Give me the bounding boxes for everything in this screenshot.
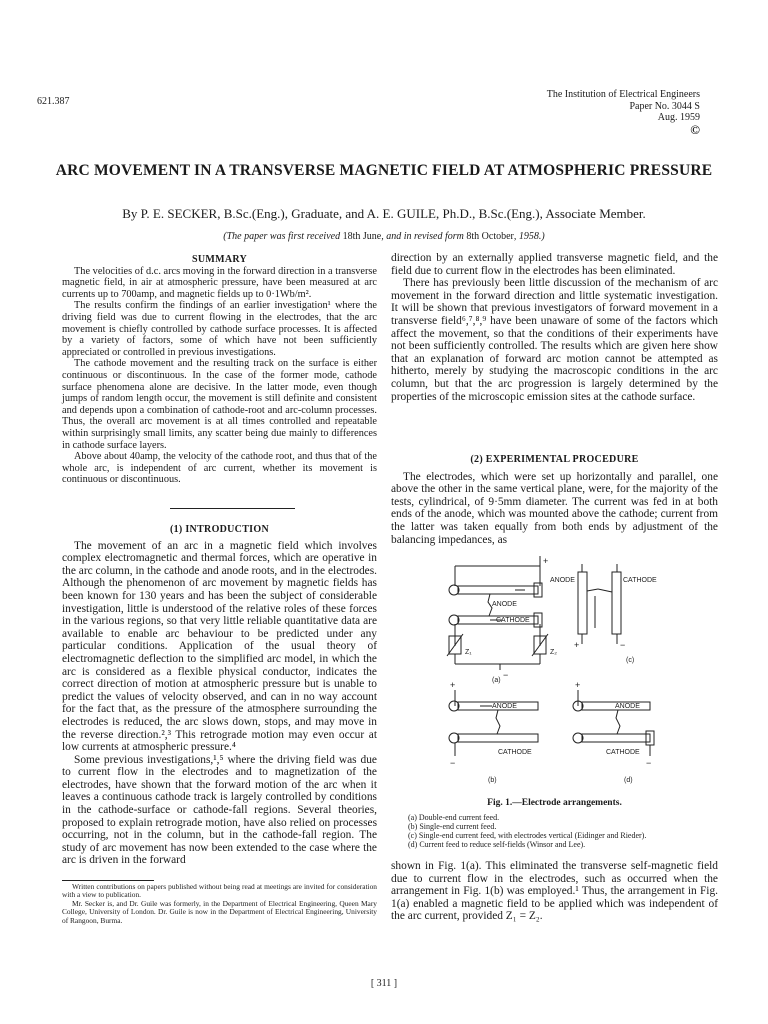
footnote-paragraph: Mr. Secker is, and Dr. Guile was formerly, in the Department of Electrical Engineering, Queen Mary College, University of London. Dr. Guile is now in the Department of Electrical Engineering, University of Rangoon, Burma.: [62, 898, 377, 925]
body-paragraph: There has previously been little discussion of the mechanism of arc movement in the forward direction and little systematic investigation. It will be shown that previous investigators of forward movement in a transverse field⁶,⁷,⁸,⁹ have been unaware of some of the factors which affect the movement, so that the conditions of their experiments have not been sufficiently controlled. The results which are given here show that an explanation of forward arc motion cannot be attempted as hitherto, merely by studying the macroscopic conditions in the arc column, but that the arc progression is largely determined by the properties of the microscopic emission sites at the cathode surface.: [391, 277, 718, 403]
received-note: [40, 231, 728, 242]
footnote-paragraph: Written contributions on papers published without being read at meetings are invited for consideration with a view to publication.: [62, 882, 377, 900]
udc-number: 621.387: [37, 96, 70, 107]
introduction-heading: (1) INTRODUCTION: [170, 524, 269, 535]
page-number: [ 311 ]: [370, 978, 398, 989]
footnote: [62, 883, 377, 925]
label-anode-d: ANODE: [615, 703, 640, 710]
introduction-paragraph: Some previous investigations,¹,⁵ where the driving field was due to current flow in the electrodes and to magnetization of the electrodes, have shown that the forward motion of the arc when it leaves a continuous cathode track is largely controlled by conditions in the cathode-surface or cathode-fall regions. Several theories, proposed to explain retrograde motion, have also relied on processes occurring, not in the column, but in the cathode-fall region. The study of arc movement has now been extended to the case where the arc is driven in the forward: [62, 753, 377, 867]
summary-paragraph: The velocities of d.c. arcs moving in the forward direction in a transverse magnetic field, in air at atmospheric pressure, have been measured at arc currents up to 700amp, and magnetic fields up to 0·1Wb/m².: [62, 265, 377, 300]
label-cathode-b: CATHODE: [498, 749, 532, 756]
plus-sign-b: +: [450, 680, 456, 690]
revised-date: 8th October: [466, 231, 514, 242]
label-anode-a: ANODE: [492, 601, 517, 608]
publication-date: Aug. 1959: [657, 112, 700, 123]
minus-sign-d: −: [646, 758, 652, 768]
label-cathode-d: CATHODE: [606, 749, 640, 756]
body-paragraph: The electrodes, which were set up horizontally and parallel, one above the other in the same vertical plane, were, for the majority of the tests, cylindrical, of 9·5mm diameter. The current was fed in at both ends of the anode, which was mounted above the cathode; current from the latter was taken equally from both ends by adjustment of the balancing impedances, as: [391, 470, 718, 546]
minus-sign-b: −: [450, 758, 456, 768]
summary-heading: SUMMARY: [191, 254, 248, 265]
plus-sign-d: +: [575, 680, 581, 690]
institution-block: [547, 89, 700, 135]
summary-paragraph: Above about 40amp, the velocity of the cathode root, and thus that of the whole arc, is independent of arc current, whether its movement is continuous or discontinuous.: [62, 451, 377, 486]
paper-title: ARC MOVEMENT IN A TRANSVERSE MAGNETIC FIELD AT ATMOSPHERIC PRESSURE: [55, 162, 713, 179]
figure-caption: Fig. 1.—Electrode arrangements.: [487, 798, 622, 808]
summary-paragraph: The cathode movement and the resulting track on the surface is either continuous or discontinuous. In the case of the former mode, cathode surface phenomena alone are decisive. In the latter mode, even though jumps of random length occur, the movement is still definite and consistent and depends upon a combination of cathode-root and arc-column processes. Thus, the overall arc movement is at all times controlled and repeatable within surprisingly small limits, any scatter being due mainly to differences in cathode surface layers.: [62, 358, 377, 451]
plus-sign-a: +: [543, 556, 549, 566]
summary-section: [62, 254, 377, 486]
figure-panel-a: [447, 556, 548, 670]
subfigure-a-label: (a): [492, 677, 501, 684]
label-anode-b: ANODE: [492, 703, 517, 710]
label-z2: Z₂: [550, 649, 557, 656]
introduction-paragraph: The movement of an arc in a magnetic field which involves complex electromagnetic and thermal forces, which are operative in the arc column, in the cathode and anode roots, and in the electrodes. Although the phenomenon of arc movement by magnetic fields has been known for 130 years and has been the subject of considerable investigation, little is understood of the relative roles of these forces in the various regions, so that very little reliable quantitative data are available to enable arc behaviour to be predicted under any particular conditions. Application of the usual theory of electromagnetic deflection to the simplified arc model, in which the arc is considered as a flexible physical conductor, indicates the correct direction of motion at atmospheric pressure but is unable to predict the values of velocity observed, and can in no way account for the fact that, as the pressure of the atmosphere surrounding the electrodes is reduced, the arc slows down, stops, and may move in the reverse direction.²,³ This retrograde motion may even occur at low currents at atmospheric pressure.⁴: [62, 539, 377, 754]
received-year: , 1958.): [513, 231, 545, 242]
electrode-arrangements-figure: [430, 556, 675, 826]
section-divider: [170, 508, 295, 509]
experimental-procedure-section: [391, 454, 718, 546]
received-text-2: , and in revised form: [381, 231, 467, 242]
received-text: (The paper was first received: [223, 231, 343, 242]
label-cathode-c: CATHODE: [623, 577, 657, 584]
experimental-heading: (2) EXPERIMENTAL PROCEDURE: [470, 454, 639, 465]
minus-sign-c: −: [620, 640, 626, 650]
figure-panel-c: [578, 564, 621, 644]
right-column-continuation: [391, 860, 718, 923]
introduction-section: [62, 524, 377, 867]
subfigure-d-label: (d): [624, 777, 633, 784]
subfigure-c-label: (c): [626, 657, 635, 664]
legend-item: (a) Double-end current feed.: [408, 813, 500, 822]
subfigure-b-label: (b): [488, 777, 497, 784]
body-paragraph: direction by an externally applied transverse magnetic field, and the field due to current flow in the electrodes has been eliminated.: [391, 252, 718, 277]
footnote-rule: [62, 880, 154, 881]
figure-panel-b: [449, 690, 538, 756]
right-column-intro: [391, 252, 718, 403]
legend-item: (d) Current feed to reduce self-fields (Winsor and Lee).: [408, 840, 586, 849]
plus-sign-c: +: [574, 640, 580, 650]
label-z1: Z₁: [465, 649, 472, 656]
summary-paragraph: The results confirm the findings of an earlier investigation¹ where the driving field was due to current flowing in the electrodes, that the arc movement is chiefly controlled by cathode surface processes. It is affected by a variety of factors, some of which have not been sufficiently appreciated or controlled in previous investigations.: [62, 300, 377, 358]
label-anode-c: ANODE: [550, 577, 575, 584]
legend-item: (c) Single-end current feed, with electrodes vertical (Eidinger and Rieder).: [408, 831, 647, 840]
legend-item: (b) Single-end current feed.: [408, 822, 497, 831]
label-cathode-a: CATHODE: [496, 617, 530, 624]
institution-name: The Institution of Electrical Engineers: [546, 89, 700, 100]
copyright-symbol: ©: [690, 121, 700, 137]
body-paragraph: shown in Fig. 1(a). This eliminated the transverse self-magnetic field due to current flow in the electrodes, such as occurred when the arrangement in Fig. 1(b) was employed.¹ Thus, the arrangement in Fig. 1(a) enabled a magnetic field to be applied which was independent of the arc current, provided Z₁ = Z₂.: [391, 860, 718, 923]
minus-sign-a: −: [503, 670, 509, 680]
figure-legend: [408, 813, 723, 849]
received-date: 18th June: [342, 231, 382, 242]
figure-panel-d: [573, 690, 654, 756]
author-byline: By P. E. SECKER, B.Sc.(Eng.), Graduate, and A. E. GUILE, Ph.D., B.Sc.(Eng.), Associate Member.: [122, 206, 646, 221]
paper-number: Paper No. 3044 S: [629, 100, 700, 112]
